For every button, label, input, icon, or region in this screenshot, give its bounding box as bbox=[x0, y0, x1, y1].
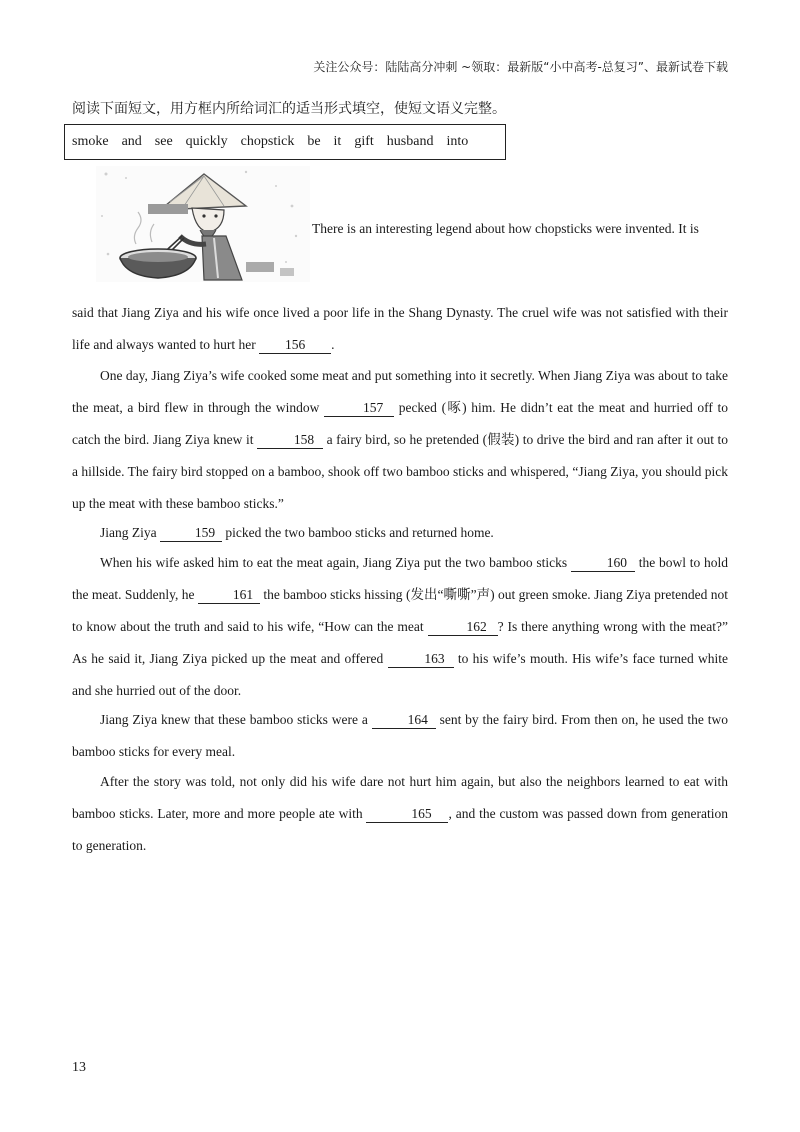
paragraph-text: said that Jiang Ziya and his wife once lived a poor life in the Shang Dynasty. The cruel wife was not satisfied with their life and always wanted to hurt her bbox=[72, 305, 728, 352]
word-box-item: see bbox=[154, 134, 173, 149]
paragraph-text: a fairy bird, so he pretended (假装) to drive the bird and ran after it out to a hillside. The fairy bird stopped on a bamboo, shook off two bamboo sticks and whispered, “Jiang Ziya, you should pick up the meat with these bamboo sticks.” bbox=[72, 432, 729, 511]
paragraph-text: the bowl to hold the meat. Suddenly, he bbox=[72, 555, 729, 602]
word-box-item: be bbox=[307, 134, 321, 149]
blank-161[interactable]: 161 bbox=[198, 587, 260, 604]
paragraph-text: Jiang Ziya bbox=[100, 525, 157, 540]
blank-162[interactable]: 162 bbox=[428, 619, 498, 636]
paragraph-text: After the story was told, not only did his wife dare not hurt him again, but also the neighbors learned to eat with bamboo sticks. Later, more and more people ate with bbox=[72, 774, 728, 821]
blank-160[interactable]: 160 bbox=[571, 555, 635, 572]
paragraph-5 bbox=[72, 704, 728, 768]
paragraph-text: the bamboo sticks hissing (发出“嘶嘶”声) out green smoke. Jiang Ziya pretended not to know about the truth and said to his wife, “How can the meat bbox=[72, 587, 728, 634]
paragraph-3 bbox=[72, 517, 728, 549]
cooking-man-illustration bbox=[96, 166, 310, 282]
paragraph-text: , and the custom was passed down from generation to generation. bbox=[72, 806, 728, 853]
paragraph-text: sent by the fairy bird. From then on, he used the two bamboo sticks for every meal. bbox=[72, 712, 729, 759]
paragraph-1-first-line: There is an interesting legend about how chopsticks were invented. It is bbox=[312, 221, 699, 236]
paragraph-text: picked the two bamboo sticks and returned home. bbox=[225, 525, 494, 540]
word-box-item: smoke bbox=[72, 134, 109, 149]
blank-163[interactable]: 163 bbox=[388, 651, 454, 668]
word-box-item: quickly bbox=[185, 134, 228, 149]
paragraph-1 bbox=[72, 297, 728, 361]
blank-159[interactable]: 159 bbox=[160, 525, 222, 542]
page-number: 13 bbox=[72, 1060, 86, 1075]
paragraph-text: to his wife’s mouth. His wife’s face turned white and she hurried out of the door. bbox=[72, 651, 728, 698]
paragraph-text: When his wife asked him to eat the meat again, Jiang Ziya put the two bamboo sticks bbox=[100, 555, 568, 570]
blank-156[interactable]: 156 bbox=[259, 337, 331, 354]
paragraph-text: ? Is there anything wrong with the meat?” As he said it, Jiang Ziya picked up the meat and offered bbox=[72, 619, 729, 666]
word-box-item: chopstick bbox=[240, 134, 295, 149]
blank-165[interactable]: 165 bbox=[366, 806, 448, 823]
blank-157[interactable]: 157 bbox=[324, 400, 394, 417]
word-box-item: husband bbox=[386, 134, 434, 149]
word-box-item: and bbox=[121, 134, 142, 149]
blank-158[interactable]: 158 bbox=[257, 432, 323, 449]
page-header: 关注公众号：陆陆高分冲刺 ~领取：最新版“小中高考-总复习”、最新试卷下载 bbox=[313, 60, 728, 74]
paragraph-text: pecked (啄) him. He didn’t eat the meat and hurried off to catch the bird. Jiang Ziya knew it bbox=[72, 400, 729, 447]
blank-164[interactable]: 164 bbox=[372, 712, 436, 729]
word-box-item: it bbox=[333, 134, 342, 149]
paragraph-6 bbox=[72, 766, 728, 862]
paragraph-text: . bbox=[331, 337, 335, 352]
instruction-text: 阅读下面短文，用方框内所给词汇的适当形式填空，使短文语义完整。 bbox=[72, 101, 506, 117]
paragraph-2 bbox=[72, 360, 728, 520]
word-box-item: into bbox=[446, 134, 469, 149]
word-box bbox=[64, 124, 506, 160]
paragraph-4 bbox=[72, 547, 728, 707]
paragraph-text: One day, Jiang Ziya’s wife cooked some meat and put something into it secretly. When Jiang Ziya was about to take the meat, a bird flew in through the window bbox=[72, 368, 728, 415]
paragraph-text: Jiang Ziya knew that these bamboo sticks were a bbox=[100, 712, 368, 727]
word-box-item: gift bbox=[354, 134, 374, 149]
